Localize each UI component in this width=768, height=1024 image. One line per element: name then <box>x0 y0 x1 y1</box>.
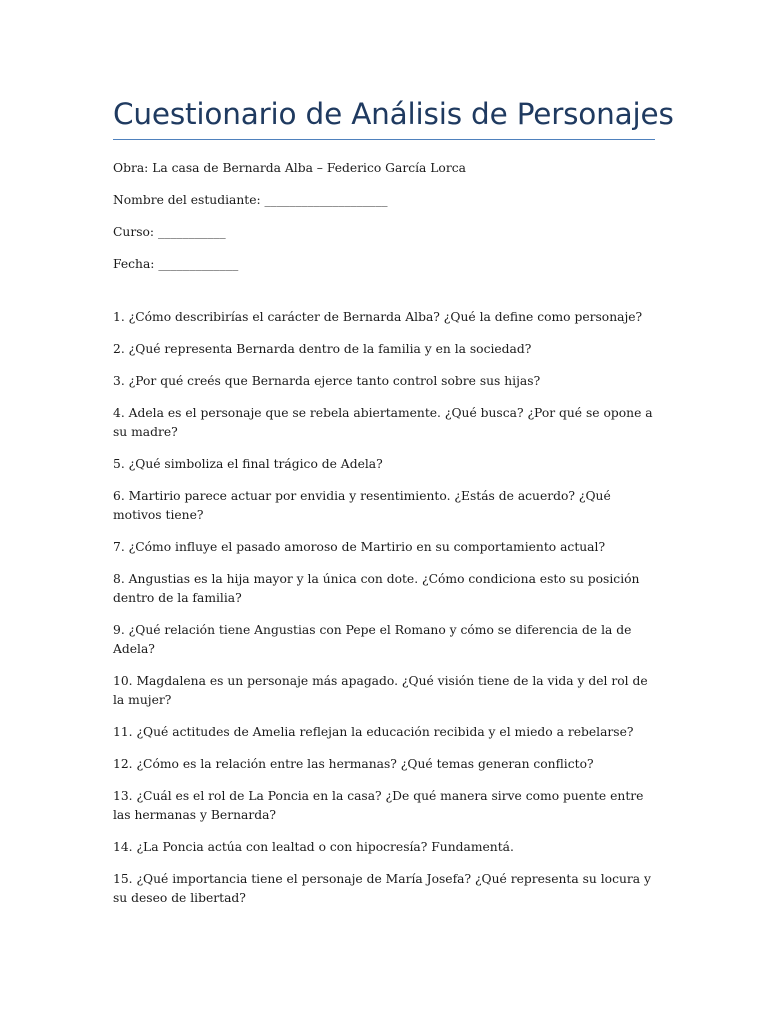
document-title: Cuestionario de Análisis de Personajes <box>113 97 674 131</box>
question-item: 4. Adela es el personaje que se rebela abiertamente. ¿Qué busca? ¿Por qué se opone a su madre? <box>113 406 653 439</box>
question-item: 14. ¿La Poncia actúa con lealtad o con hipocresía? Fundamentá. <box>113 840 514 854</box>
question-item: 10. Magdalena es un personaje más apagado. ¿Qué visión tiene de la vida y del rol de la mujer? <box>113 674 648 707</box>
obra-line: Obra: La casa de Bernarda Alba – Federico García Lorca <box>113 161 466 175</box>
question-item: 13. ¿Cuál es el rol de La Poncia en la casa? ¿De qué manera sirve como puente entre las hermanas y Bernarda? <box>113 789 644 822</box>
question-item: 6. Martirio parece actuar por envidia y resentimiento. ¿Estás de acuerdo? ¿Qué motivos tiene? <box>113 489 611 522</box>
question-item: 9. ¿Qué relación tiene Angustias con Pepe el Romano y cómo se diferencia de la de Adela? <box>113 623 632 656</box>
question-item: 1. ¿Cómo describirías el carácter de Bernarda Alba? ¿Qué la define como personaje? <box>113 310 643 324</box>
question-item: 5. ¿Qué simboliza el final trágico de Adela? <box>113 457 383 471</box>
student-name-line: Nombre del estudiante: ____________________ <box>113 193 388 207</box>
student-info-section <box>113 159 655 274</box>
question-item: 12. ¿Cómo es la relación entre las hermanas? ¿Qué temas generan conflicto? <box>113 757 594 771</box>
date-line: Fecha: _____________ <box>113 257 239 271</box>
document-page <box>113 94 674 921</box>
question-item: 2. ¿Qué representa Bernarda dentro de la familia y en la sociedad? <box>113 342 532 356</box>
questions-list <box>113 308 655 908</box>
question-item: 15. ¿Qué importancia tiene el personaje de María Josefa? ¿Qué representa su locura y su deseo de libertad? <box>113 872 651 905</box>
course-line: Curso: ___________ <box>113 225 226 239</box>
title-underline <box>113 139 655 140</box>
question-item: 3. ¿Por qué creés que Bernarda ejerce tanto control sobre sus hijas? <box>113 374 541 388</box>
question-item: 8. Angustias es la hija mayor y la única con dote. ¿Cómo condiciona esto su posición dentro de la familia? <box>113 572 640 605</box>
question-item: 11. ¿Qué actitudes de Amelia reflejan la educación recibida y el miedo a rebelarse? <box>113 725 634 739</box>
question-item: 7. ¿Cómo influye el pasado amoroso de Martirio en su comportamiento actual? <box>113 540 606 554</box>
